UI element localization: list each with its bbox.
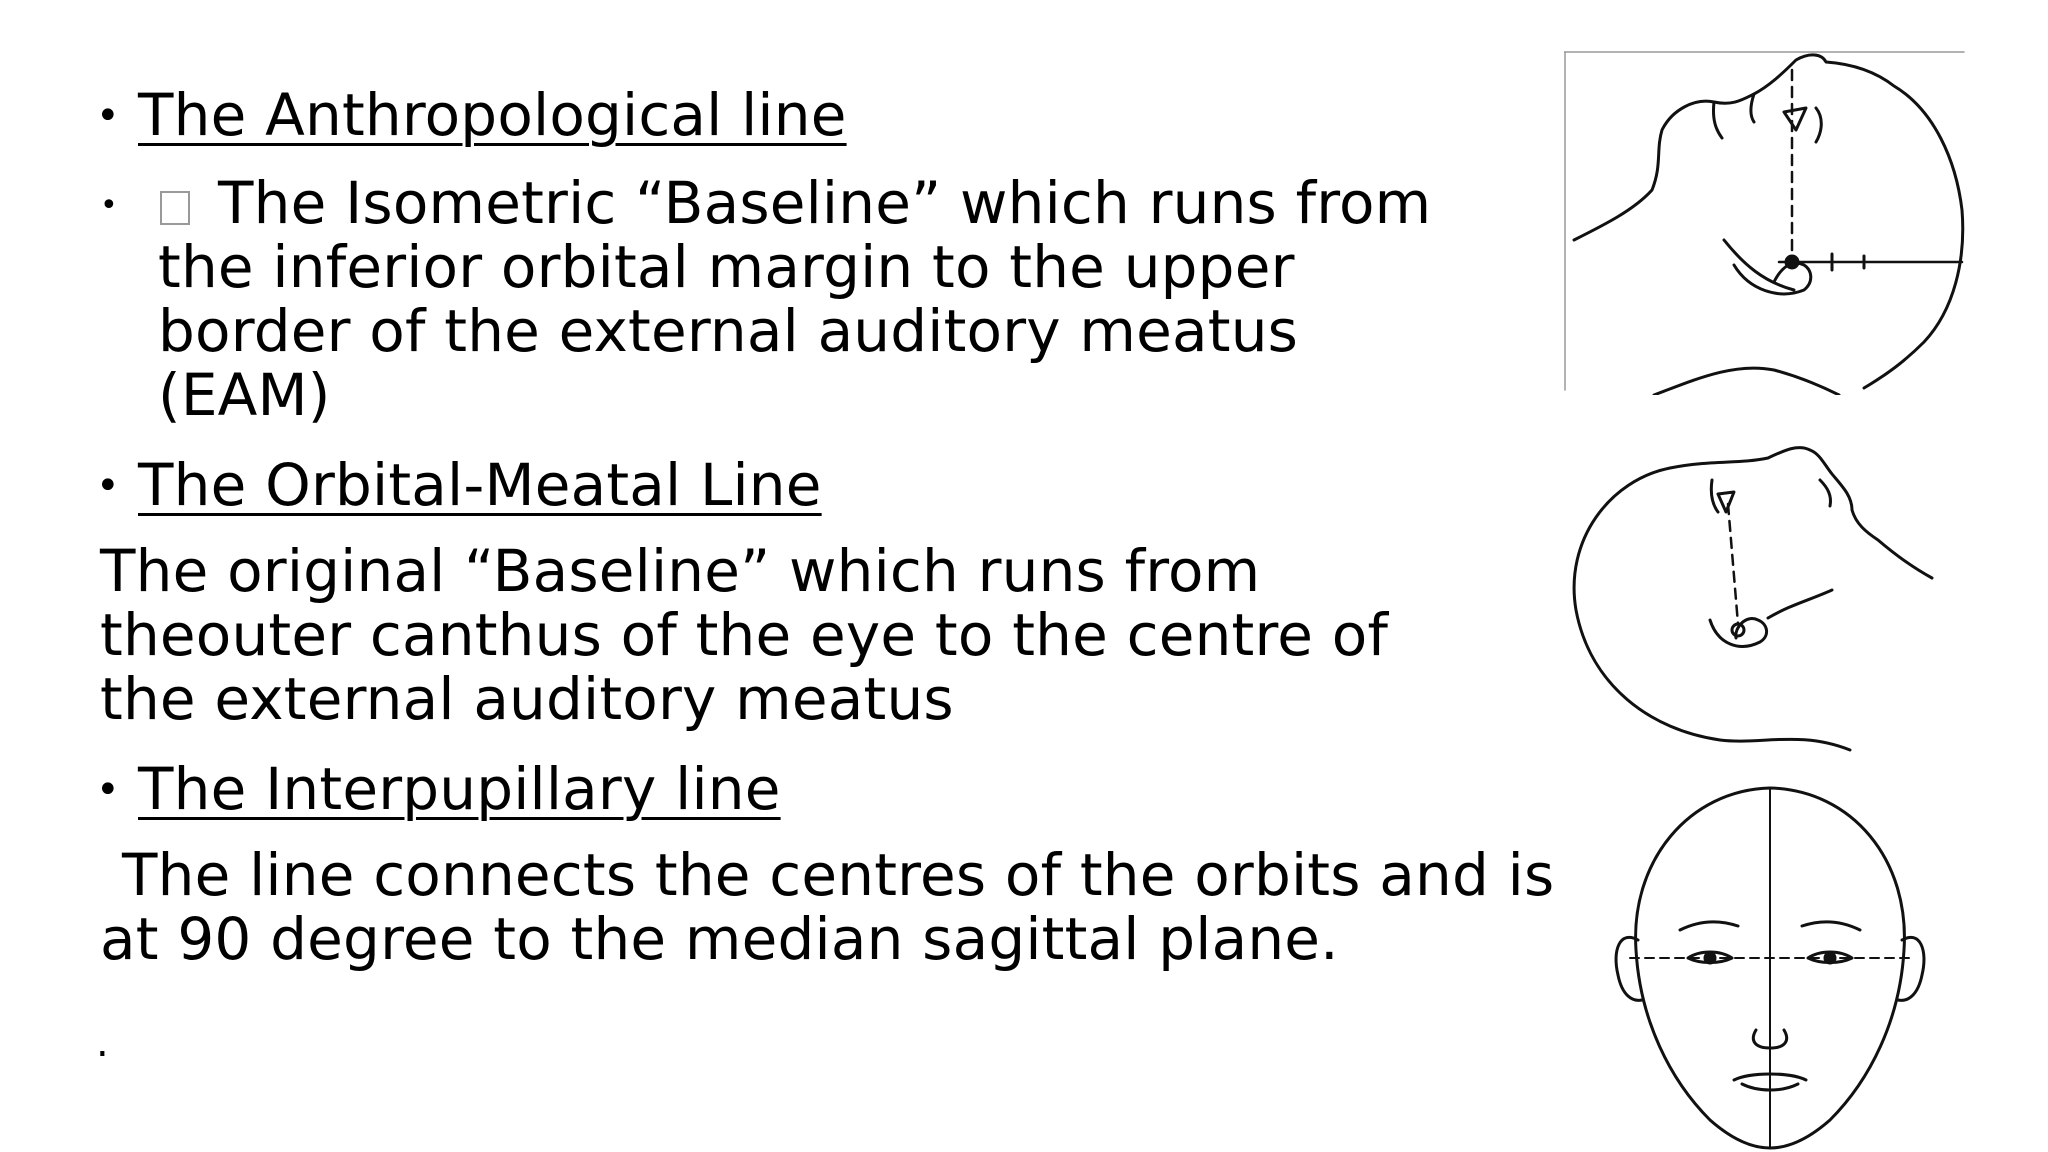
interpupillary-text-line-1: The line connects the centres of the orbits and is	[122, 841, 1555, 909]
bullet: •	[96, 93, 120, 139]
anthropological-line-1-text: The Isometric “Baseline” which runs from	[218, 169, 1432, 237]
head-profile-supine-diagram	[1564, 50, 1984, 395]
anthropological-text-line-1	[160, 170, 1431, 236]
anthropological-text-line-3: border of the external auditory meatus	[158, 297, 1299, 365]
orbital-meatal-text-line-3: the external auditory meatus	[100, 665, 954, 733]
anthropological-text-line-2: the inferior orbital margin to the upper	[158, 233, 1295, 301]
orbital-meatal-text-line-2: theouter canthus of the eye to the centre of	[100, 601, 1389, 669]
bullet: •	[96, 463, 120, 509]
interpupillary-text-line-2: at 90 degree to the median sagittal plane.	[100, 905, 1339, 973]
trailing-dot: .	[96, 1020, 109, 1066]
bullet: •	[100, 188, 118, 223]
heading-anthropological-line: The Anthropological line	[138, 81, 847, 149]
head-profile-tilted-diagram	[1570, 440, 1940, 755]
bullet: •	[96, 767, 120, 813]
orbital-meatal-text-line-1: The original “Baseline” which runs from	[100, 537, 1261, 605]
anthropological-text-line-4: (EAM)	[158, 361, 331, 429]
heading-orbital-meatal-line: The Orbital-Meatal Line	[138, 451, 822, 519]
missing-glyph-box	[160, 191, 190, 225]
head-frontal-diagram	[1600, 780, 1940, 1150]
heading-interpupillary-line: The Interpupillary line	[138, 755, 781, 823]
